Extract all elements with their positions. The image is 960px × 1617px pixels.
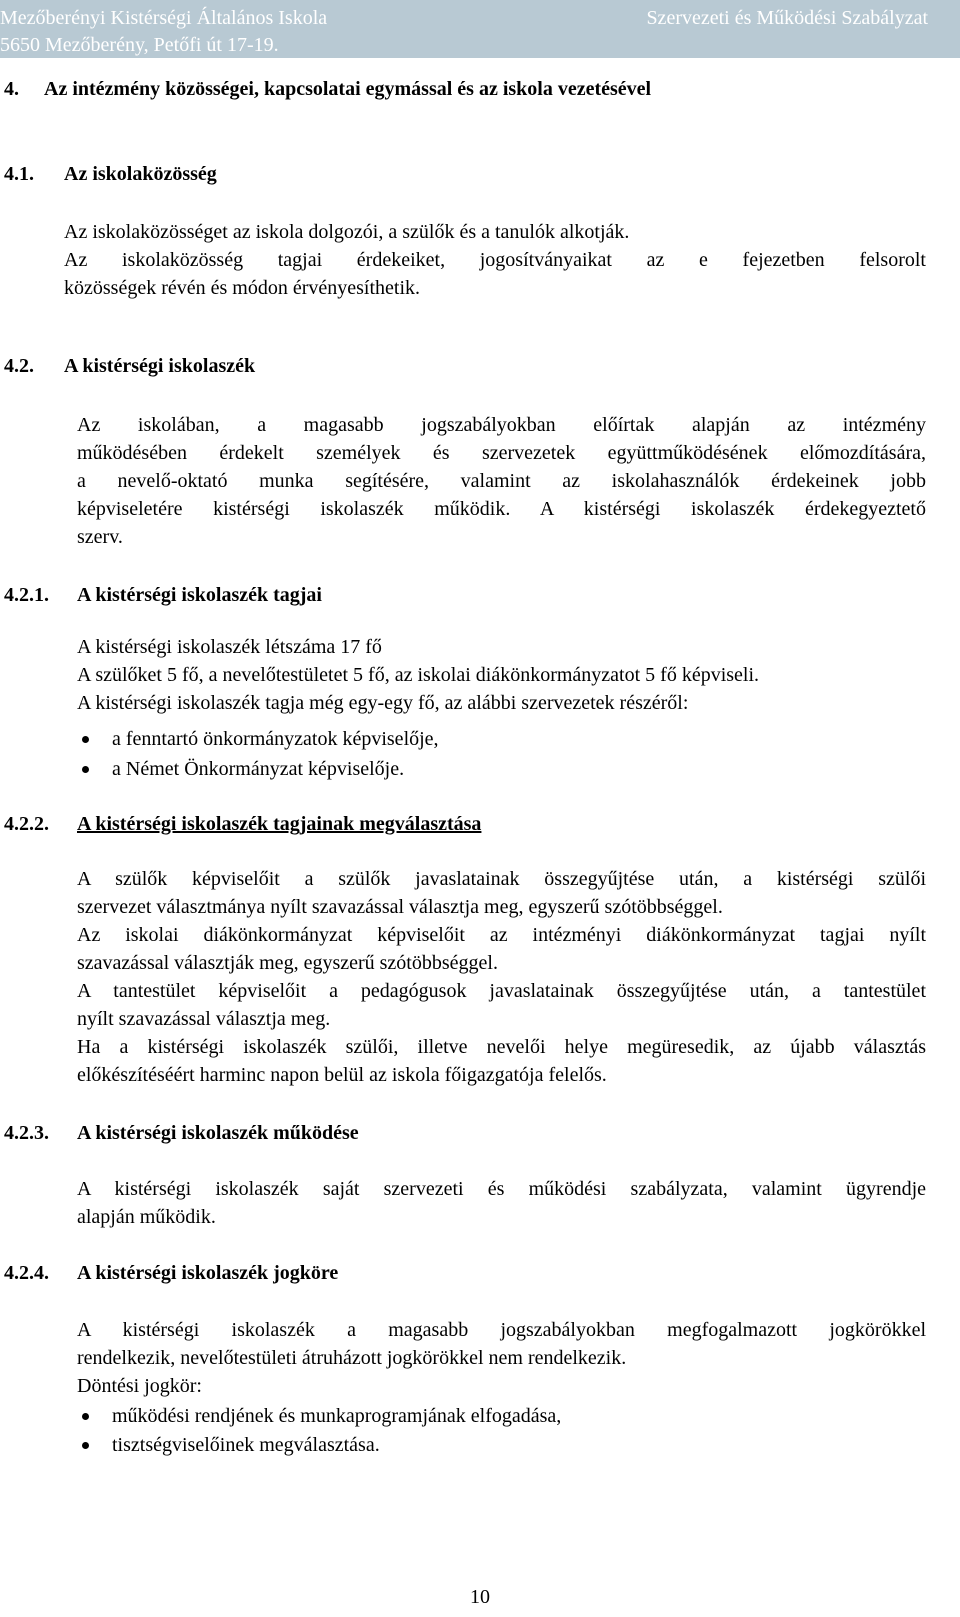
section-4-2-1-heading [4,584,322,607]
text-line: közösségek révén és módon érvényesíthetik. [64,277,421,299]
text-line: szervezet választmánya nyílt szavazással választja meg, egyszerű szótöbbséggel. [77,896,723,918]
bullet-icon [82,1442,89,1449]
text-line: A kistérségi iskolaszék tagja még egy-egy fő, az alábbi szervezetek részéről: [77,692,689,714]
section-number: 4.2.2. [4,813,49,835]
text-line: Az iskolában, a magasabb jogszabályokban előírtak alapján az intézmény [77,414,926,436]
text-line: Az iskolai diákönkormányzat képviselőit az intézményi diákönkormányzat tagjai nyílt [77,924,926,946]
list-item [112,1431,380,1459]
text-line: rendelkezik, nevelőtestületi átruházott jogkörökkel nem rendelkezik. [77,1347,627,1369]
chapter-title: Az intézmény közösségei, kapcsolatai egymással és az iskola vezetésével [44,78,652,100]
text-line: előkészítéséért harminc napon belül az iskola főigazgatója felelős. [77,1064,607,1086]
chapter-heading [0,78,651,101]
text-line: A kistérségi iskolaszék a magasabb jogszabályokban megfogalmazott jogkörökkel [77,1319,926,1341]
text-line: Döntési jogkör: [77,1375,202,1397]
section-4-2-3-paragraph [77,1175,926,1231]
header-school-name: Mezőberényi Kistérségi Általános Iskola [0,7,328,29]
section-title: A kistérségi iskolaszék működése [77,1122,359,1144]
text-line: A tantestület képviselőit a pedagógusok javaslatainak összegyűjtése után, a tantestület [77,980,926,1002]
header-document-title: Szervezeti és Működési Szabályzat [646,7,928,29]
chapter-number: 4. [4,78,19,100]
text-line: A kistérségi iskolaszék saját szervezeti és működési szabályzata, valamint ügyrendje [77,1178,926,1200]
list-item-text: a Német Önkormányzat képviselője. [112,758,405,780]
bullet-icon [82,766,89,773]
list-item-text: működési rendjének és munkaprogramjának elfogadása, [112,1405,562,1427]
section-number: 4.2. [4,355,34,377]
text-line: A szülőket 5 fő, a nevelőtestületet 5 fő, az iskolai diákönkormányzatot 5 fő képviseli. [77,664,760,686]
page-number: 10 [470,1586,490,1608]
list-item [112,755,404,783]
list-item [112,725,439,753]
section-title: Az iskolaközösség [64,163,217,185]
text-line: nyílt szavazással választja meg. [77,1008,331,1030]
section-4-2-2-paragraph [77,865,926,1089]
bullet-icon [82,1413,89,1420]
text-line: Az iskolaközösséget az iskola dolgozói, a szülők és a tanulók alkotják. [64,221,630,243]
section-title: A kistérségi iskolaszék tagjai [77,584,322,606]
section-number: 4.2.1. [4,584,49,606]
section-4-2-paragraph [77,411,926,551]
text-line: szerv. [77,526,123,548]
section-title: A kistérségi iskolaszék [64,355,256,377]
list-item-text: a fenntartó önkormányzatok képviselője, [112,728,439,750]
section-4-2-heading [4,355,255,378]
section-4-2-1-paragraph [77,633,926,717]
section-4-2-4-paragraph [77,1316,926,1400]
section-number: 4.1. [4,163,34,185]
text-line: a nevelő-oktató munka segítésére, valamint az iskolahasználók érdekeinek jobb [77,470,926,492]
section-4-1-heading [4,163,217,186]
text-line: Az iskolaközösség tagjai érdekeiket, jogosítványaikat az e fejezetben felsorolt [64,249,926,271]
text-line: alapján működik. [77,1206,216,1228]
text-line: szavazással választják meg, egyszerű szótöbbséggel. [77,952,498,974]
header-address: 5650 Mezőberény, Petőfi út 17-19. [0,34,279,56]
text-line: A szülők képviselőit a szülők javaslatainak összegyűjtése után, a kistérségi szülői [77,868,926,890]
text-line: A kistérségi iskolaszék létszáma 17 fő [77,636,382,658]
text-line: képviseletére kistérségi iskolaszék működik. A kistérségi iskolaszék érdekegyeztető [77,498,926,520]
section-4-1-paragraph [64,218,926,302]
text-line: működésében érdekelt személyek és szervezetek együttműködésének előmozdítására, [77,442,926,464]
section-title: A kistérségi iskolaszék tagjainak megválasztása [77,813,482,835]
section-number: 4.2.4. [4,1262,49,1284]
section-4-2-2-heading [4,813,481,836]
section-4-2-3-heading [4,1122,359,1145]
text-line: Ha a kistérségi iskolaszék szülői, illetve nevelői helye megüresedik, az újabb választás [77,1036,926,1058]
section-title: A kistérségi iskolaszék jogköre [77,1262,339,1284]
section-number: 4.2.3. [4,1122,49,1144]
bullet-icon [82,736,89,743]
section-4-2-4-heading [4,1262,338,1285]
list-item [112,1402,561,1430]
list-item-text: tisztségviselőinek megválasztása. [112,1434,380,1456]
